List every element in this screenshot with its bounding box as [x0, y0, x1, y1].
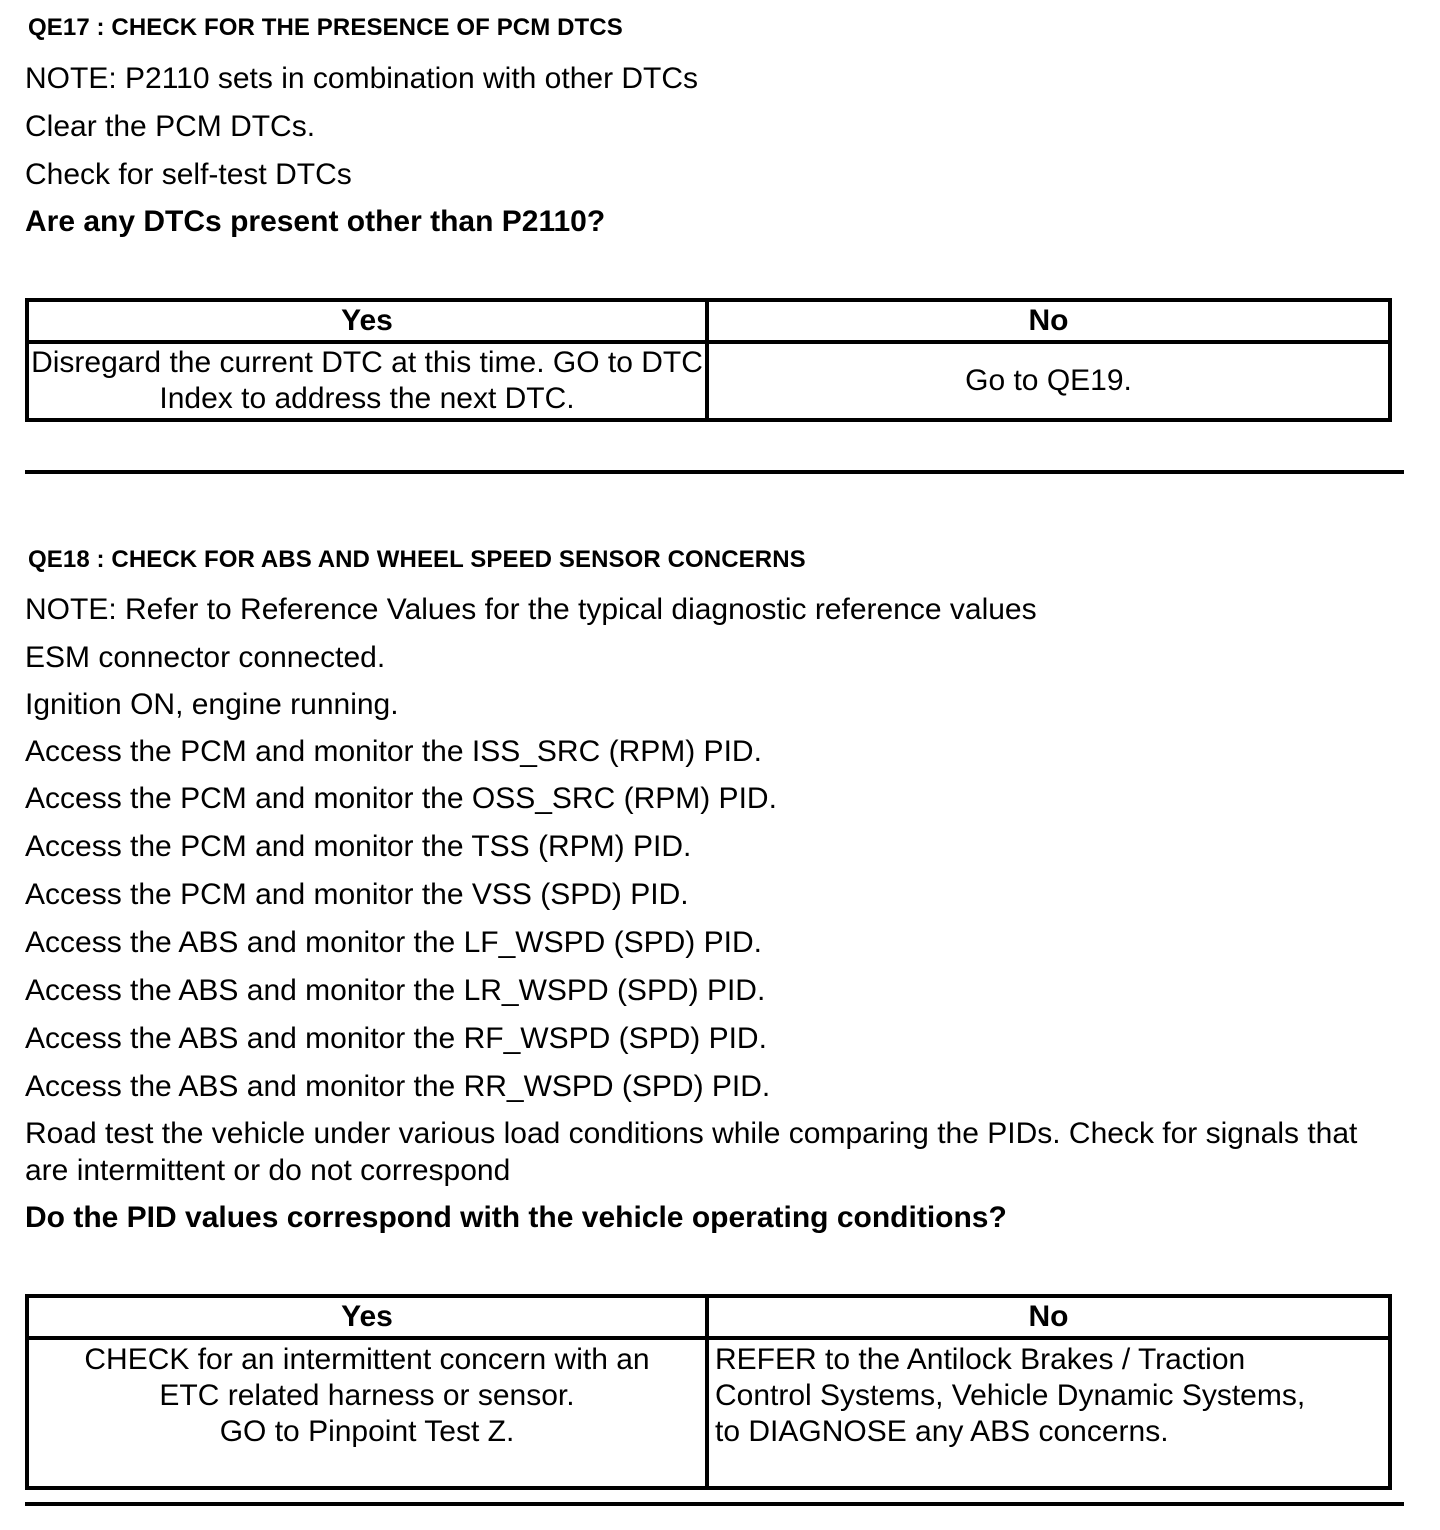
qe18-step-iss: Access the PCM and monitor the ISS_SRC (RPM) PID. [25, 735, 762, 768]
qe18-decision-table [25, 1294, 1392, 1490]
qe18-title: QE18 : CHECK FOR ABS AND WHEEL SPEED SENSOR CONCERNS [28, 546, 806, 573]
qe18-yes-header: Yes [27, 1296, 707, 1338]
qe18-note: NOTE: Refer to Reference Values for the typical diagnostic reference values [25, 593, 1037, 626]
qe18-no-line: to DIAGNOSE any ABS concerns. [715, 1415, 1169, 1448]
qe18-yes-line: CHECK for an intermittent concern with an [84, 1343, 650, 1376]
qe18-step-esm: ESM connector connected. [25, 641, 386, 674]
qe17-decision-table [25, 298, 1392, 422]
qe17-yes-header: Yes [27, 300, 707, 342]
qe18-step-tss: Access the PCM and monitor the TSS (RPM) PID. [25, 830, 692, 863]
qe18-no-line: Control Systems, Vehicle Dynamic Systems, [715, 1379, 1306, 1412]
qe18-no-cell [707, 1338, 1390, 1488]
qe18-step-lr-wspd: Access the ABS and monitor the LR_WSPD (SPD) PID. [25, 974, 766, 1007]
qe18-step-vss: Access the PCM and monitor the VSS (SPD) PID. [25, 878, 689, 911]
qe18-step-road-test: Road test the vehicle under various load conditions while comparing the PIDs. Check for signals that are intermittent or do not correspond [25, 1117, 1358, 1187]
qe17-title: QE17 : CHECK FOR THE PRESENCE OF PCM DTCS [28, 14, 623, 41]
qe18-step-rf-wspd: Access the ABS and monitor the RF_WSPD (SPD) PID. [25, 1022, 767, 1055]
qe18-step-rr-wspd: Access the ABS and monitor the RR_WSPD (SPD) PID. [25, 1070, 771, 1103]
section-divider [25, 470, 1404, 474]
qe17-no-header: No [707, 300, 1390, 342]
qe18-step-lf-wspd: Access the ABS and monitor the LF_WSPD (SPD) PID. [25, 926, 762, 959]
qe18-yes-line: GO to Pinpoint Test Z. [219, 1415, 515, 1448]
qe17-question: Are any DTCs present other than P2110? [25, 205, 606, 238]
qe18-yes-line: ETC related harness or sensor. [159, 1379, 575, 1412]
qe18-no-line: REFER to the Antilock Brakes / Traction [715, 1343, 1246, 1376]
qe18-step-oss: Access the PCM and monitor the OSS_SRC (RPM) PID. [25, 782, 777, 815]
qe17-step-clear: Clear the PCM DTCs. [25, 110, 316, 143]
qe18-question: Do the PID values correspond with the vehicle operating conditions? [25, 1201, 1007, 1234]
qe17-no-cell: Go to QE19. [707, 342, 1390, 420]
qe18-no-header: No [707, 1296, 1390, 1338]
qe18-yes-cell [27, 1338, 707, 1488]
qe18-step-ignition: Ignition ON, engine running. [25, 688, 399, 721]
qe17-yes-cell: Disregard the current DTC at this time. GO to DTC Index to address the next DTC. [27, 342, 707, 420]
bottom-divider [25, 1502, 1404, 1506]
qe17-note: NOTE: P2110 sets in combination with other DTCs [25, 62, 699, 95]
qe17-step-check: Check for self-test DTCs [25, 158, 352, 191]
